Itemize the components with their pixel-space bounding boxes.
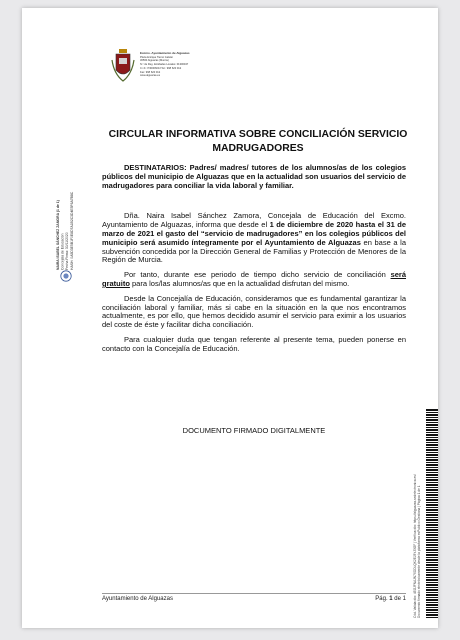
- validation-line: Documento firmado electrónicamente desde la plataforma esPublico Gestiona | Página 1 de 1: [417, 485, 422, 618]
- letterhead-line: N.º de Reg. Entidades Locales: 01300047: [140, 63, 189, 67]
- barcode: [426, 408, 438, 618]
- text: para los/las alumnos/as que en la actualidad disfrutan del mismo.: [129, 278, 350, 288]
- page-prefix: Pág.: [375, 596, 388, 602]
- title-line-2: MADRUGADORES: [212, 142, 304, 154]
- signed-notice: DOCUMENTO FIRMADO DIGITALMENTE: [182, 426, 326, 435]
- letterhead-line: C.I.F.: P3000600J Tel.: 968 620 012: [140, 66, 182, 70]
- bold-text: 1 de diciembre de 2020 hasta el 31 de marzo de 2021 el gasto del “servicio de madrugadores” en los colegios públicos del municipio será asumido íntegramente por el Ayuntamiento de Alguazas: [102, 220, 406, 247]
- footer-divider: [102, 593, 406, 594]
- signer-line: Concejala de Educación: [60, 233, 65, 270]
- seal-icon: [60, 270, 72, 282]
- signer-line: Fecha Firma: 30/11/2020: [65, 232, 70, 270]
- page-sep: de: [394, 596, 401, 602]
- document-page: [22, 8, 438, 628]
- signer-name: NAIRA ISABEL SÁNCHEZ ZAMORA (1 de 1): [56, 200, 60, 270]
- text: en base a la subvención concedida por la Dirección General de Familias y Protección de Menores de la Región de Murcia.: [102, 237, 406, 265]
- paragraph-conciliation: Desde la Concejalía de Educación, consideramos que es fundamental garantizar la conciliación laboral y familiar, más si cabe en la situación en la que nos encontramos actualmente, es por ello, que hemos decidido asumir el servicio para eximir a los usuarios del coste de éste y facilitar dicha conciliación.: [102, 293, 406, 330]
- title-line-1: CIRCULAR INFORMATIVA SOBRE CONCILIACIÓN SERVICIO: [108, 129, 408, 140]
- page-current: 1: [389, 596, 393, 602]
- letterhead-line: Fax: 968 620 012: [140, 70, 161, 74]
- text: Dña. Naira Isabel Sánchez Zamora, Concejala de Educación del Excmo. Ayuntamiento de Alguazas, informa que desde el: [102, 211, 406, 230]
- coat-of-arms-icon: [110, 48, 136, 84]
- underlined-bold-text: será gratuito: [102, 270, 406, 288]
- signer-line: HASH: 0A5D3E5B1F0E8D7A1B2C3D4E5F6A7B8C: [69, 191, 74, 270]
- letterhead-line: Plaza Enrique Tierno Galván: [140, 55, 174, 59]
- signature-stamp-left: [56, 130, 74, 270]
- validation-text: [413, 408, 425, 618]
- recipients-paragraph: DESTINATARIOS: Padres/ madres/ tutores de los alumnos/as de los colegios públicos del municipio de Alguazas que en la actualidad son usuarios del servicio de madrugadores para conciliar la vida laboral y familiar.: [102, 163, 406, 190]
- paragraph-contact: Para cualquier duda que tengan referente al presente tema, pueden ponerse en contacto con la Concejalía de Educación.: [102, 334, 406, 353]
- document-body: [102, 164, 406, 360]
- letterhead-line: www.alguazas.es: [140, 74, 161, 78]
- footer-organization: Ayuntamiento de Alguazas: [102, 596, 173, 602]
- page-number: [352, 596, 406, 602]
- paragraph-announcement: [102, 212, 406, 265]
- validation-line: Cód. Validación: 4EGJFNAJN7XDDLQK2EJ3YJ3GF | Verificación: https://alguazas.sedelectronica.es/: [413, 474, 417, 618]
- page-total: 1: [402, 596, 406, 602]
- letterhead-title: Excmo. Ayuntamiento de Alguazas: [140, 51, 190, 55]
- letterhead-line: 30560 Alguazas (Murcia): [140, 59, 169, 63]
- letterhead: [140, 52, 250, 78]
- document-title: [102, 128, 414, 155]
- text: Por tanto, durante ese periodo de tiempo dicho servicio de conciliación: [124, 270, 391, 280]
- paragraph-free-service: [102, 271, 406, 289]
